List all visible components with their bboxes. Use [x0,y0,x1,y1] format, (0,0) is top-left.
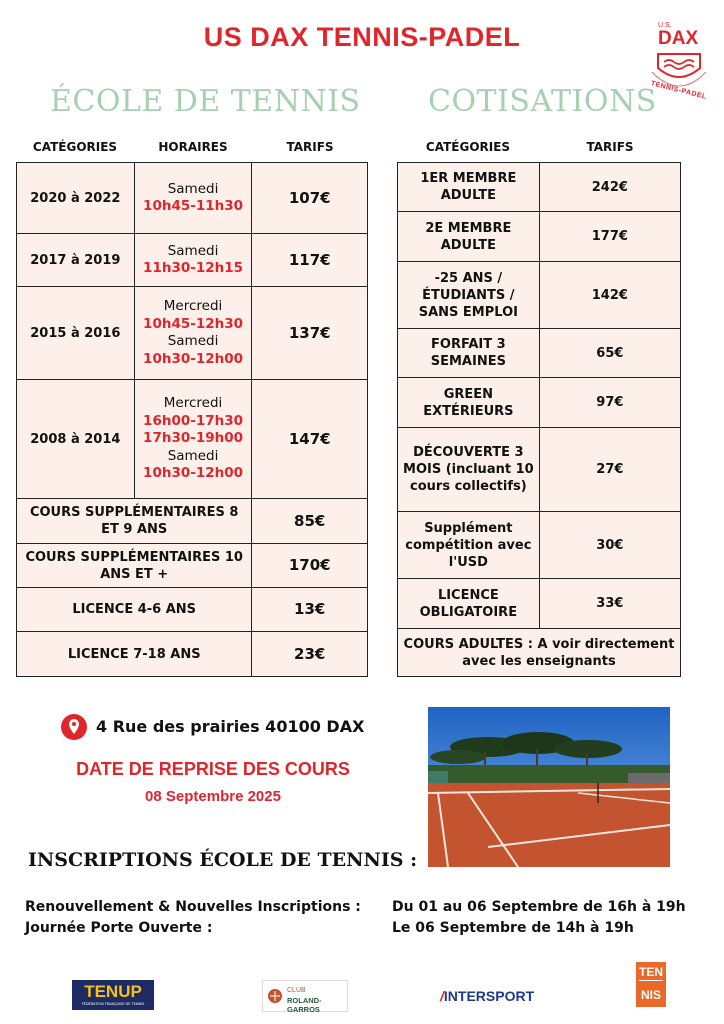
ecole-extra-price: 23€ [252,632,368,677]
ecole-extra-price: 85€ [252,499,368,544]
rg-bottom-text: ROLAND-GARROS [287,996,322,1014]
ecole-row [17,234,368,287]
schedule-time: 10h30-12h00 [143,350,244,367]
address: 4 Rue des prairies 40100 DAX [96,717,365,736]
rg-emblem-icon [267,988,283,1004]
intersport-text: INTERSPORT [443,988,535,1004]
intersport-mark-icon: / [440,988,444,1004]
cotis-row [398,262,681,329]
ecole-extra-row [17,588,368,632]
reprise-title: DATE DE REPRISE DES COURS [76,759,350,779]
cotis-price: 30€ [539,512,680,579]
ecole-title: ÉCOLE DE TENNIS [50,84,361,119]
cotis-label: 2E MEMBRE ADULTE [398,212,540,262]
schedule-day: Mercredi [163,395,223,412]
tennis-divider [639,980,663,981]
cotis-note: COURS ADULTES : A voir directement avec les enseignants [398,629,681,677]
ecole-header-categories: CATÉGORIES [32,140,118,154]
cotis-price: 177€ [539,212,680,262]
schedule-day: Samedi [167,180,219,197]
intersport-logo [440,986,534,1005]
cotis-price: 27€ [539,428,680,512]
cotis-row [398,212,681,262]
tennis-top-text: TEN [639,965,663,979]
inscriptions-title: INSCRIPTIONS ÉCOLE DE TENNIS : [28,849,418,871]
cotis-header-tarifs: TARIFS [586,140,634,154]
ecole-extra-label: LICENCE 4-6 ANS [17,588,252,632]
schedule-day: Samedi [167,447,219,464]
cotis-row [398,329,681,378]
schedule-time: 11h30-12h15 [143,260,244,276]
schedule-time: 10h45-12h30 [143,315,244,332]
ecole-price: 137€ [252,287,368,380]
ecole-category: 2020 à 2022 [17,163,135,234]
ecole-extra-label: COURS SUPPLÉMENTAIRES 10 ANS ET + [17,544,252,588]
ecole-extra-row [17,632,368,677]
tenup-logo [72,980,154,1010]
cotis-price: 33€ [539,579,680,629]
logo-top-text: U.S. [658,22,672,29]
ecole-schedule [134,163,252,234]
inscription-label: Journée Porte Ouverte : [25,920,213,936]
ecole-schedule [134,380,252,499]
cotis-price: 242€ [539,163,680,212]
ecole-row [17,287,368,380]
ecole-price: 107€ [252,163,368,234]
cotis-price: 65€ [539,329,680,378]
cotis-note-row [398,629,681,677]
schedule-day: Samedi [167,333,219,349]
ecole-header-tarifs: TARIFS [286,140,334,154]
ecole-category: 2008 à 2014 [17,380,135,499]
ecole-extra-row [17,544,368,588]
cotis-label: FORFAIT 3 SEMAINES [398,329,540,378]
page-title: US DAX TENNIS-PADEL [203,22,521,52]
cotis-label: LICENCE OBLIGATOIRE [398,579,540,629]
schedule-time: 10h30-12h00 [143,465,244,482]
cotis-row [398,428,681,512]
cotis-label: GREEN EXTÉRIEURS [398,378,540,428]
tennis-bottom-text: NIS [640,988,661,1002]
cotis-row [398,579,681,629]
cotis-row [398,512,681,579]
tenup-text: TENUP [84,982,142,1001]
cotis-row [398,378,681,428]
ecole-price: 117€ [252,234,368,287]
ecole-schedule [134,234,252,287]
ecole-extra-price: 170€ [252,544,368,588]
cotis-label: Supplément compétition avec l'USD [398,512,540,579]
cotis-row [398,163,681,212]
schedule-day: Mercredi [163,298,223,314]
location-pin-icon [60,713,88,741]
cotis-price: 142€ [539,262,680,329]
ecole-extra-label: LICENCE 7-18 ANS [17,632,252,677]
rg-top-text: CLUB [287,987,306,994]
ecole-schedule [134,287,252,380]
ecole-table [16,162,368,677]
schedule-day: Samedi [167,242,219,259]
ecole-extra-row [17,499,368,544]
ecole-extra-price: 13€ [252,588,368,632]
schedule-time: 10h45-11h30 [143,198,244,214]
tennis-logo [636,962,666,1007]
cotisations-title: COTISATIONS [428,84,657,119]
inscription-value: Du 01 au 06 Septembre de 16h à 19h [392,899,686,915]
schedule-time: 17h30-19h00 [143,430,244,447]
ecole-category: 2015 à 2016 [17,287,135,380]
cotis-label: DÉCOUVERTE 3 MOIS (incluant 10 cours collectifs) [398,428,540,512]
tenup-subtext: FÉDÉRATION FRANÇAISE DE TENNIS [81,1002,145,1006]
ecole-row [17,163,368,234]
logo-main-text: DAX [658,28,699,49]
ecole-header-horaires: HORAIRES [158,140,228,154]
cotis-label: 1ER MEMBRE ADULTE [398,163,540,212]
court-photo [428,707,670,867]
inscription-value: Le 06 Septembre de 14h à 19h [392,920,634,936]
ecole-extra-label: COURS SUPPLÉMENTAIRES 8 ET 9 ANS [17,499,252,544]
ecole-price: 147€ [252,380,368,499]
cotis-label: -25 ANS / ÉTUDIANTS / SANS EMPLOI [398,262,540,329]
reprise-date: 08 Septembre 2025 [145,788,281,805]
ecole-category: 2017 à 2019 [17,234,135,287]
roland-garros-logo [262,980,348,1012]
cotis-price: 97€ [539,378,680,428]
cotis-header-categories: CATÉGORIES [425,140,511,154]
inscription-label: Renouvellement & Nouvelles Inscriptions : [25,899,361,915]
logo-bottom-text: TENNIS-PADEL [650,80,708,101]
ecole-row [17,380,368,499]
schedule-time: 16h00-17h30 [143,412,244,429]
cotisations-table [397,162,681,677]
